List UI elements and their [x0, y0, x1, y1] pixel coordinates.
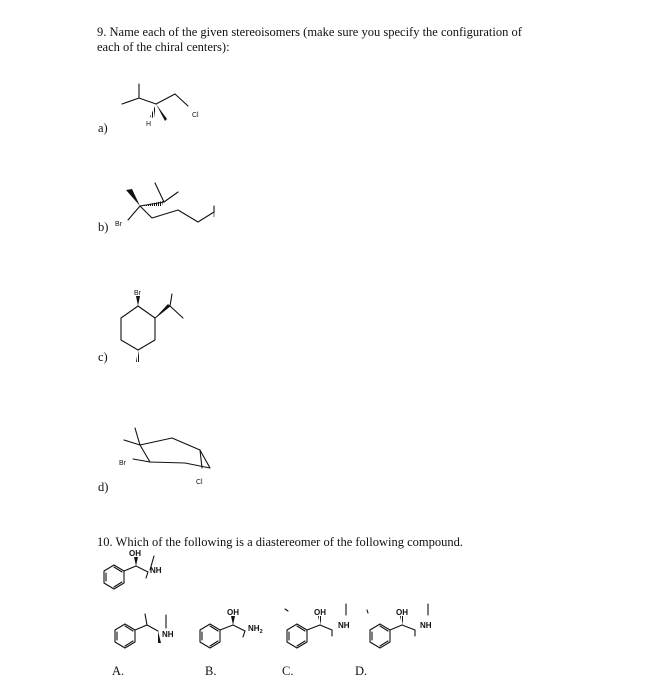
atom-br-d: Br — [119, 460, 126, 467]
given-oh: OH — [129, 549, 141, 558]
choice-d-nh: NH — [420, 621, 432, 630]
q10-question: 10. Which of the following is a diastereomer of the following compound. — [97, 535, 464, 549]
molecule-a — [122, 84, 188, 121]
atom-br-b: Br — [115, 221, 122, 228]
choice-b-label[interactable]: B. — [205, 664, 217, 678]
given-compound — [104, 556, 154, 589]
part-b-label: b) — [98, 220, 109, 234]
molecule-d — [124, 428, 210, 468]
choice-a-nh: NH — [162, 630, 174, 639]
molecule-b — [126, 183, 214, 222]
choice-a-structure[interactable] — [115, 614, 166, 648]
choice-b-oh: OH — [227, 608, 239, 617]
atom-h-a: H — [146, 121, 152, 128]
choice-a-label[interactable]: A. — [112, 664, 125, 678]
atom-cl-d: Cl — [196, 479, 203, 486]
part-a-label: a) — [98, 121, 108, 135]
q9-text-line1: 9. Name each of the given stereoisomers (make sure you specify the configuration of — [97, 25, 522, 39]
atom-cl-a: Cl — [192, 112, 199, 119]
choice-d-label[interactable]: D. — [355, 664, 368, 678]
choice-b-nh — [248, 624, 263, 635]
choice-b-nh-subscript: 2 — [259, 629, 263, 635]
choice-b-nh-text: NH — [248, 624, 260, 633]
atom-i-b: I — [213, 212, 215, 219]
choice-b-structure[interactable] — [200, 616, 245, 648]
part-d-label: d) — [98, 480, 109, 494]
atom-br-c: Br — [134, 290, 141, 297]
choice-c-label[interactable]: C. — [282, 664, 294, 678]
choice-c-oh: OH — [314, 608, 326, 617]
q9-text-line2: each of the chiral centers): — [97, 40, 230, 54]
given-nh: NH — [150, 566, 162, 575]
choice-c-nh: NH — [338, 621, 350, 630]
part-c-label: c) — [98, 350, 108, 364]
molecule-c — [121, 294, 183, 362]
choice-d-oh: OH — [396, 608, 408, 617]
